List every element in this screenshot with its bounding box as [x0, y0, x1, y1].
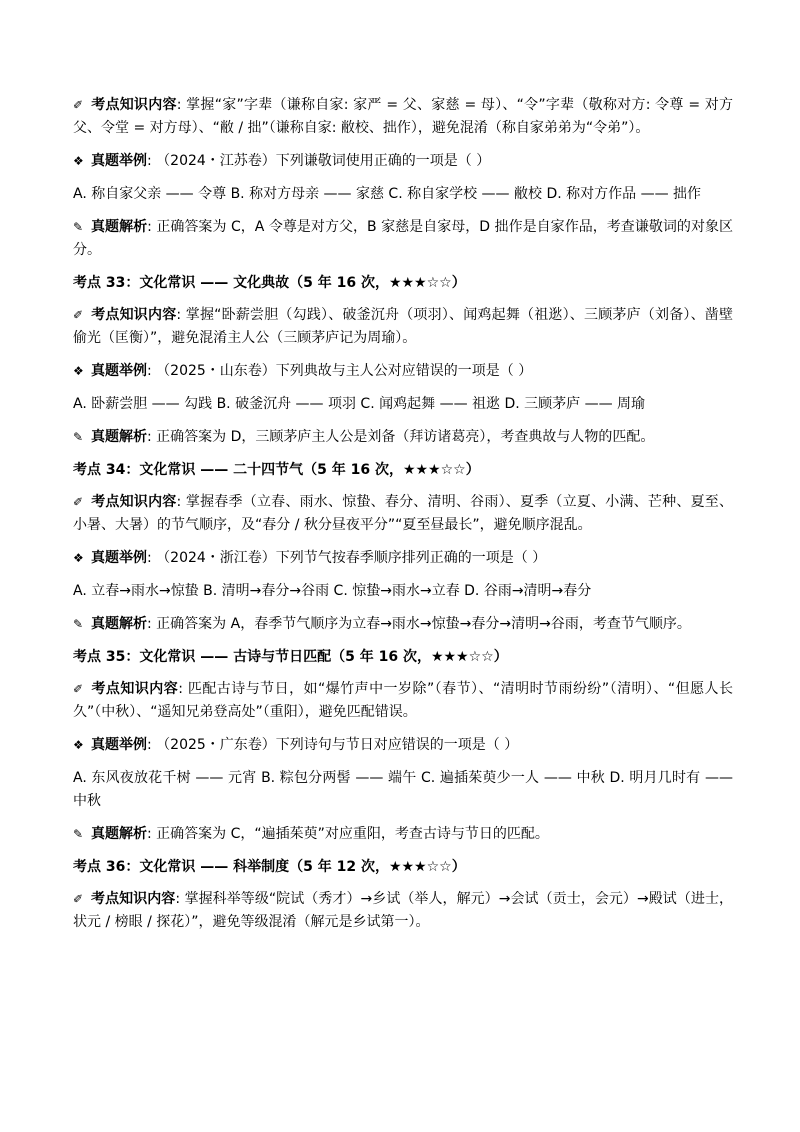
section-heading: 考点 36：文化常识 —— 科举制度（5 年 12 次，★★★☆☆）: [73, 859, 466, 875]
point-label: 真题解析: [91, 826, 147, 842]
point-label: 考点知识内容: [91, 681, 179, 697]
pencil-icon: ✎: [73, 827, 84, 841]
pencil-icon: ✎: [73, 220, 84, 234]
point-label: 真题解析: [91, 429, 147, 445]
point-paragraph: [73, 304, 733, 350]
point-paragraph: [73, 150, 733, 173]
point-paragraph: [73, 216, 733, 262]
point-paragraph: [73, 734, 733, 757]
point-label: 真题举例: [91, 363, 147, 379]
answer-options: A. 东风夜放花千树 —— 元宵 B. 粽包分两髻 —— 端午 C. 遍插茱萸少一人 —— 中秋 D. 明月几时有 —— 中秋: [73, 770, 733, 809]
point-label: 考点知识内容: [91, 97, 177, 113]
point-paragraph: [73, 888, 733, 934]
point-text: : 正确答案为 C，“遍插茱萸”对应重阳，考查古诗与节日的匹配。: [147, 826, 549, 842]
point-text: : （2025・山东卷）下列典故与主人公对应错误的一项是（ ）: [147, 363, 533, 379]
answer-options: A. 卧薪尝胆 —— 勾践 B. 破釜沉舟 —— 项羽 C. 闻鸡起舞 —— 祖逖 D. 三顾茅庐 —— 周瑜: [73, 396, 646, 412]
document-page: [73, 94, 733, 944]
pencil-icon: ✐: [73, 308, 84, 322]
diamond-bullet-icon: ❖: [73, 154, 84, 168]
point-label: 考点知识内容: [91, 891, 176, 907]
diamond-bullet-icon: ❖: [73, 738, 84, 752]
point-text: : （2025・广东卷）下列诗句与节日对应错误的一项是（ ）: [147, 737, 519, 753]
point-text: : 正确答案为 A，春季节气顺序为立春→雨水→惊蛰→春分→清明→谷雨，考查节气顺序。: [147, 616, 691, 632]
point-text: : 正确答案为 D，三顾茅庐主人公是刘备（拜访诸葛亮），考查典故与人物的匹配。: [147, 429, 655, 445]
point-paragraph: [73, 491, 733, 537]
point-text: : 正确答案为 C，A 令尊是对方父，B 家慈是自家母，D 拙作是自家作品，考查谦敬词的对象区分。: [73, 219, 734, 258]
point-paragraph: [73, 613, 733, 636]
section-heading: 考点 35：文化常识 —— 古诗与节日匹配（5 年 16 次，★★★☆☆）: [73, 649, 508, 665]
point-label: 考点知识内容: [91, 494, 177, 510]
point-text: : 匹配古诗与节日，如“爆竹声中一岁除”（春节）、“清明时节雨纷纷”（清明）、“但愿人长久”（中秋）、“遥知兄弟登高处”（重阳），避免匹配错误。: [73, 681, 734, 720]
point-text: : 掌握春季（立春、雨水、惊蛰、春分、清明、谷雨）、夏季（立夏、小满、芒种、夏至、小暑、大暑）的节气顺序，及“春分 / 秋分昼夜平分”“夏至昼最长”，避免顺序混乱。: [73, 494, 733, 533]
pencil-icon: ✐: [73, 495, 84, 509]
pencil-icon: ✎: [73, 617, 84, 631]
point-label: 真题解析: [91, 219, 148, 235]
point-paragraph: [73, 426, 733, 449]
point-label: 真题解析: [91, 616, 147, 632]
point-label: 考点知识内容: [91, 307, 177, 323]
answer-options: A. 称自家父亲 —— 令尊 B. 称对方母亲 —— 家慈 C. 称自家学校 —— 敝校 D. 称对方作品 —— 拙作: [73, 186, 702, 202]
point-label: 真题举例: [91, 737, 147, 753]
point-text: : 掌握科举等级“院试（秀才）→乡试（举人，解元）→会试（贡士，会元）→殿试（进士，状元 / 榜眼 / 探花）”，避免等级混淆（解元是乡试第一）。: [73, 891, 734, 930]
point-label: 真题举例: [91, 153, 147, 169]
pencil-icon: ✎: [73, 430, 84, 444]
point-text: : （2024・江苏卷）下列谦敬词使用正确的一项是（ ）: [147, 153, 491, 169]
section-heading: 考点 33：文化常识 —— 文化典故（5 年 16 次，★★★☆☆）: [73, 275, 466, 291]
point-paragraph: [73, 547, 733, 570]
point-text: : 掌握“家”字辈（谦称自家: 家严 = 父、家慈 = 母）、“令”字辈（敬称对方: 令尊 = 对方父、令堂 = 对方母）、“敝 / 拙”（谦称自家: 敝校、拙作），避免混淆（称自家弟弟为“令弟”）。: [73, 97, 733, 136]
section-heading: 考点 34：文化常识 —— 二十四节气（5 年 16 次，★★★☆☆）: [73, 462, 480, 478]
pencil-icon: ✐: [73, 892, 84, 906]
diamond-bullet-icon: ❖: [73, 364, 84, 378]
diamond-bullet-icon: ❖: [73, 551, 84, 565]
point-label: 真题举例: [91, 550, 147, 566]
answer-options: A. 立春→雨水→惊蛰 B. 清明→春分→谷雨 C. 惊蛰→雨水→立春 D. 谷雨→清明→春分: [73, 583, 592, 599]
point-text: : （2024・浙江卷）下列节气按春季顺序排列正确的一项是（ ）: [147, 550, 547, 566]
point-paragraph: [73, 360, 733, 383]
point-text: : 掌握“卧薪尝胆（勾践）、破釜沉舟（项羽）、闻鸡起舞（祖逖）、三顾茅庐（刘备）、凿壁偷光（匡衡）”，避免混淆主人公（三顾茅庐记为周瑜）。: [73, 307, 734, 346]
point-paragraph: [73, 823, 733, 846]
pencil-icon: ✐: [73, 98, 84, 112]
point-paragraph: [73, 678, 733, 724]
point-paragraph: [73, 94, 733, 140]
pencil-icon: ✐: [73, 682, 84, 696]
